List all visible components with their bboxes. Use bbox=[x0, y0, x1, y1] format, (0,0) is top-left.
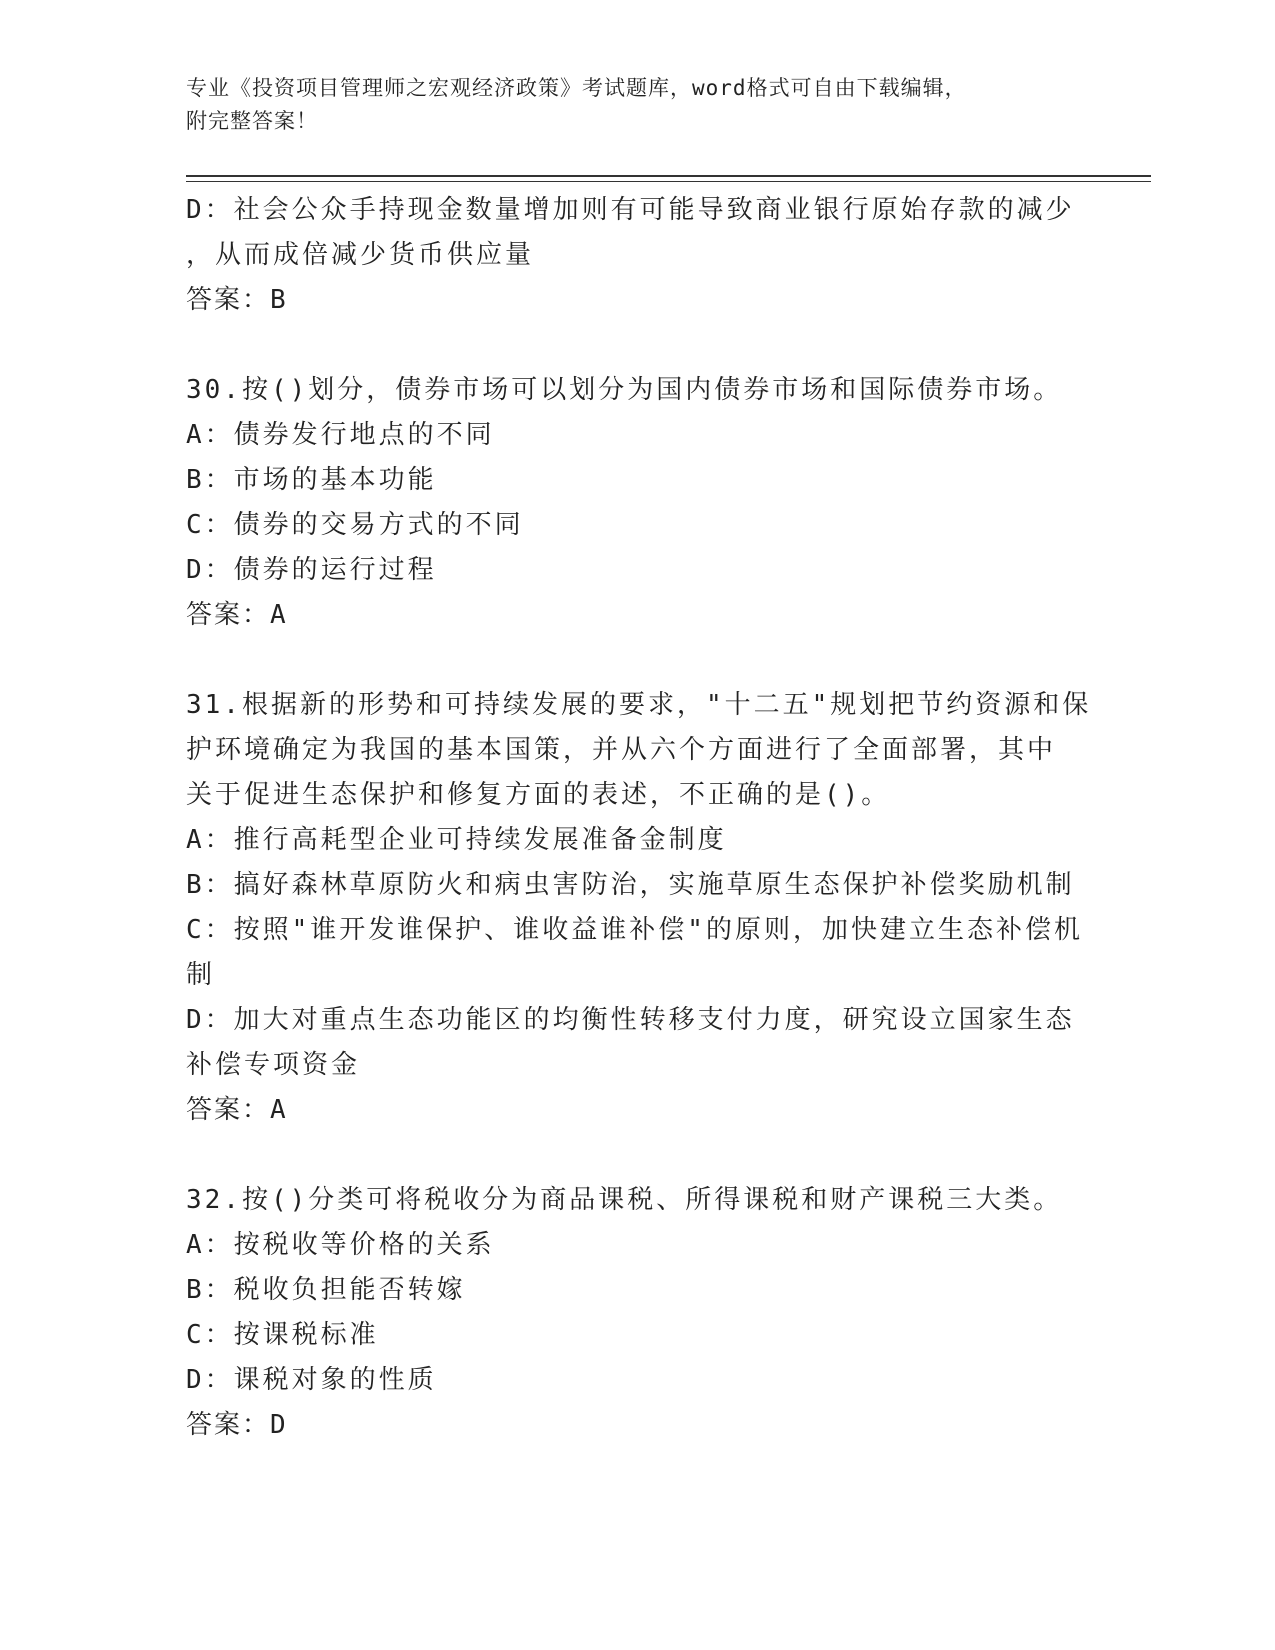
answer: 答案：A bbox=[186, 1095, 288, 1125]
question-stem-line-2: 护环境确定为我国的基本国策，并从六个方面进行了全面部署，其中 bbox=[186, 735, 1057, 765]
header-divider-thick bbox=[186, 175, 1151, 177]
spacer bbox=[186, 1133, 1086, 1178]
question-stem-line-3: 关于促进生态保护和修复方面的表述，不正确的是()。 bbox=[186, 780, 891, 810]
question-content bbox=[186, 188, 1092, 1448]
option-d-line-2: ，从而成倍减少货币供应量 bbox=[186, 240, 535, 270]
question-31 bbox=[186, 683, 1092, 1133]
question-stem-line-1: 31.根据新的形势和可持续发展的要求，"十二五"规划把节约资源和保 bbox=[186, 690, 1092, 720]
spacer bbox=[186, 323, 1086, 368]
option-b: B：市场的基本功能 bbox=[186, 465, 437, 495]
option-a: A：债券发行地点的不同 bbox=[186, 420, 495, 450]
option-a: A：按税收等价格的关系 bbox=[186, 1230, 495, 1260]
header-line-1: 专业《投资项目管理师之宏观经济政策》考试题库，word格式可自由下载编辑， bbox=[186, 76, 967, 100]
question-stem: 32.按()分类可将税收分为商品课税、所得课税和财产课税三大类。 bbox=[186, 1185, 1063, 1215]
spacer bbox=[186, 638, 1086, 683]
option-d-line-2: 补偿专项资金 bbox=[186, 1050, 361, 1080]
prev-question-block bbox=[186, 188, 1086, 323]
option-b: B：税收负担能否转嫁 bbox=[186, 1275, 466, 1305]
page-header bbox=[186, 72, 1066, 138]
option-b: B：搞好森林草原防火和病虫害防治，实施草原生态保护补偿奖励机制 bbox=[186, 870, 1075, 900]
question-32 bbox=[186, 1178, 1086, 1448]
option-d: D：债券的运行过程 bbox=[186, 555, 437, 585]
option-a: A：推行高耗型企业可持续发展准备金制度 bbox=[186, 825, 727, 855]
option-c: C：债券的交易方式的不同 bbox=[186, 510, 524, 540]
question-stem: 30.按()划分，债券市场可以划分为国内债券市场和国际债券市场。 bbox=[186, 375, 1063, 405]
option-c-line-1: C：按照"谁开发谁保护、谁收益谁补偿"的原则，加快建立生态补偿机 bbox=[186, 915, 1083, 945]
option-d-line-1: D：社会公众手持现金数量增加则有可能导致商业银行原始存款的减少 bbox=[186, 195, 1075, 225]
header-line-2: 附完整答案！ bbox=[186, 109, 318, 133]
option-d: D：课税对象的性质 bbox=[186, 1365, 437, 1395]
option-c-line-2: 制 bbox=[186, 960, 216, 990]
answer: 答案：A bbox=[186, 600, 288, 630]
option-c: C：按课税标准 bbox=[186, 1320, 379, 1350]
answer: 答案：D bbox=[186, 1410, 288, 1440]
question-30 bbox=[186, 368, 1086, 638]
option-d-line-1: D：加大对重点生态功能区的均衡性转移支付力度，研究设立国家生态 bbox=[186, 1005, 1075, 1035]
header-divider-thin bbox=[186, 181, 1151, 182]
answer: 答案：B bbox=[186, 285, 288, 315]
